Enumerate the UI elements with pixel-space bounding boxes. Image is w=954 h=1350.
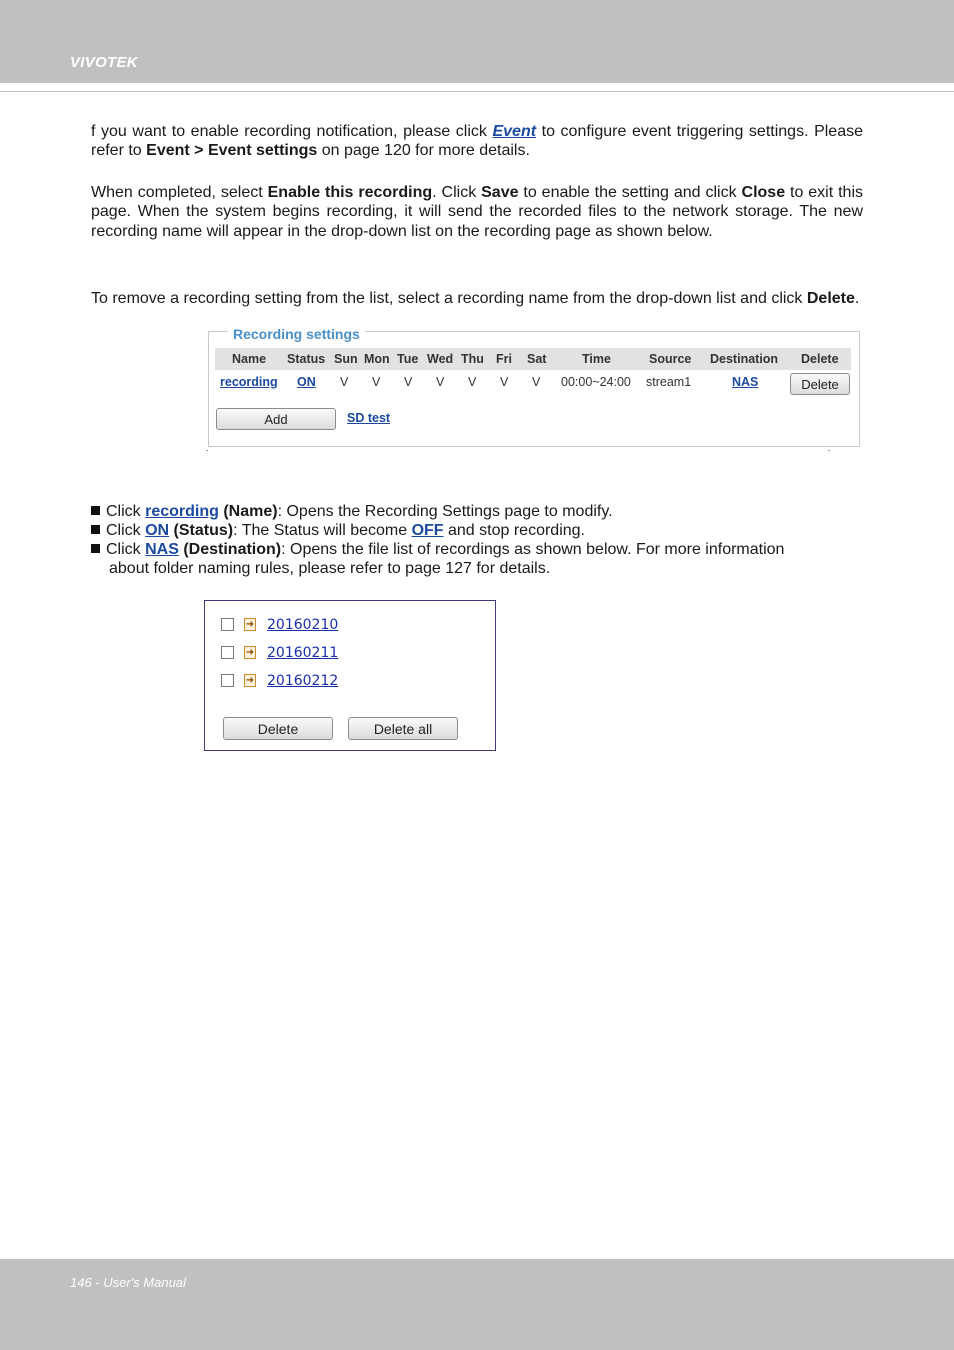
text: . Click: [432, 184, 482, 201]
paragraph-remove: [91, 289, 863, 308]
text: to exit this page. When the system begins recording, it will send the recorded files to the network storage. The new recording name will appear in the drop-down list on the recording page as shown below.: [91, 184, 863, 240]
text: : Opens the Recording Settings page to modify.: [277, 503, 613, 520]
recording-name-link[interactable]: recording: [220, 375, 278, 389]
bold-text: Delete: [806, 290, 855, 307]
bold-text: Close: [741, 184, 786, 201]
text: about folder naming rules, please refer to page 127 for details.: [109, 560, 551, 577]
column-header-sun: Sun: [334, 352, 358, 366]
sd-test-link[interactable]: SD test: [347, 411, 391, 425]
column-header-time: Time: [582, 352, 611, 366]
bold-text: (Status): [169, 522, 234, 539]
text: to enable the setting and click: [518, 184, 742, 201]
column-header-source: Source: [649, 352, 692, 366]
text: on page 120 for more details.: [317, 142, 530, 160]
event-link[interactable]: Event: [492, 123, 537, 140]
folder-arrow-icon: ➜: [245, 619, 255, 630]
page-number: 146 - User's Manual: [70, 1275, 186, 1290]
text: to configure event triggering settings. Please refer to: [91, 123, 864, 160]
cell-time: 00:00~24:00: [561, 375, 631, 389]
delete-button[interactable]: Delete: [223, 717, 333, 740]
bold-text: Enable this recording: [267, 184, 433, 201]
column-header-tue: Tue: [397, 352, 419, 366]
column-header-status: Status: [287, 352, 326, 366]
folder-link[interactable]: 20160212: [267, 673, 339, 689]
column-header-thu: Thu: [461, 352, 484, 366]
text: : The Status will become: [233, 522, 412, 539]
folder-link[interactable]: 20160211: [267, 645, 339, 661]
panel-edge-mark: [828, 450, 830, 451]
add-recording-button[interactable]: Add: [216, 408, 336, 430]
on-link[interactable]: ON: [145, 522, 170, 539]
folder-link[interactable]: 20160210: [267, 617, 339, 633]
folder-checkbox[interactable]: [221, 618, 234, 631]
brand-logo: VIVOTEK: [70, 54, 138, 71]
folder-checkbox[interactable]: [221, 646, 234, 659]
panel-edge-mark: [206, 450, 208, 451]
column-header-sat: Sat: [527, 352, 547, 366]
bold-text: Event > Event settings: [146, 142, 318, 160]
text: f you want to enable recording notification, please click: [91, 123, 493, 140]
column-header-destination: Destination: [710, 352, 779, 366]
delete-recording-button[interactable]: Delete: [790, 373, 850, 395]
bullet-square-icon: [91, 506, 100, 515]
cell-fri: V: [500, 375, 509, 389]
column-header-mon: Mon: [364, 352, 390, 366]
text: Click: [106, 522, 146, 539]
cell-tue: V: [404, 375, 413, 389]
cell-mon: V: [372, 375, 381, 389]
folder-arrow-icon: ➜: [245, 647, 255, 658]
header-divider: [0, 91, 954, 92]
bullet-recording: [91, 502, 863, 521]
cell-sat: V: [532, 375, 541, 389]
bullet-status: [91, 521, 863, 540]
paragraph-completed: [91, 183, 863, 241]
delete-all-button[interactable]: Delete all: [348, 717, 458, 740]
paragraph-event: [91, 122, 863, 161]
bullet-destination: [91, 540, 863, 578]
cell-source: stream1: [646, 375, 692, 389]
page-footer: [0, 1259, 954, 1350]
text: Click: [106, 503, 146, 520]
page-header: [0, 0, 954, 83]
text: and stop recording.: [443, 522, 585, 539]
bold-text: (Destination): [178, 541, 282, 558]
bullet-square-icon: [91, 525, 100, 534]
destination-nas-link[interactable]: NAS: [732, 375, 759, 389]
bold-text: (Name): [218, 503, 278, 520]
folder-arrow-icon: ➜: [245, 675, 255, 686]
column-header-wed: Wed: [427, 352, 454, 366]
text: Click: [106, 541, 146, 558]
folder-checkbox[interactable]: [221, 674, 234, 687]
bold-text: Save: [481, 184, 519, 201]
text: To remove a recording setting from the list, select a recording name from the drop-down list and click: [91, 290, 807, 307]
status-on-link[interactable]: ON: [297, 375, 316, 389]
text: When completed, select: [91, 184, 268, 201]
cell-sun: V: [340, 375, 349, 389]
text: .: [854, 290, 860, 307]
recording-link[interactable]: recording: [145, 503, 219, 520]
column-header-fri: Fri: [496, 352, 512, 366]
nas-link[interactable]: NAS: [145, 541, 179, 558]
cell-wed: V: [436, 375, 445, 389]
column-header-delete: Delete: [801, 352, 839, 366]
off-link[interactable]: OFF: [411, 522, 444, 539]
cell-thu: V: [468, 375, 477, 389]
text: : Opens the file list of recordings as shown below. For more information: [281, 541, 785, 558]
recording-settings-legend: Recording settings: [228, 326, 365, 342]
bullet-square-icon: [91, 544, 100, 553]
column-header-name: Name: [232, 352, 267, 366]
